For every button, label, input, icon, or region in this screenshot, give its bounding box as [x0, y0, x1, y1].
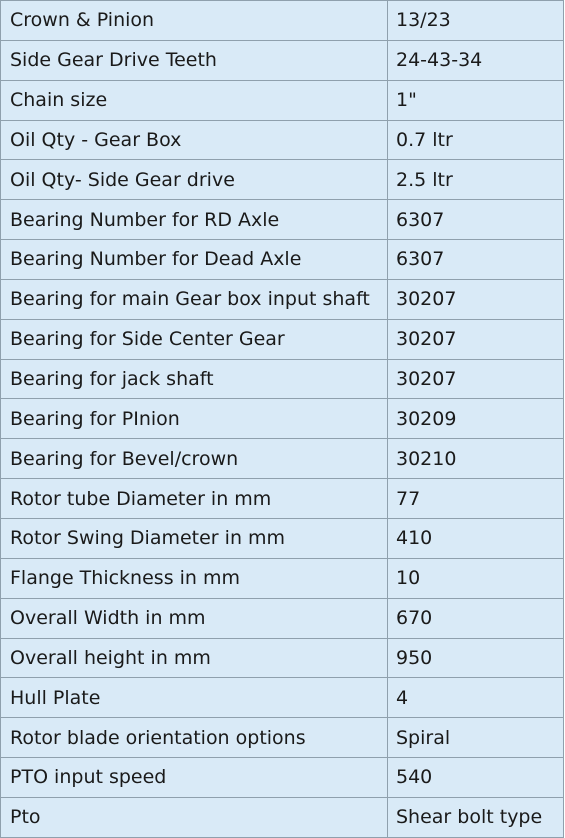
table-row	[1, 120, 564, 160]
table-row	[1, 598, 564, 638]
spec-value-cell: 24-43-34	[388, 40, 564, 80]
spec-label-cell: Rotor blade orientation options	[1, 718, 388, 758]
spec-value-cell: 13/23	[388, 1, 564, 41]
spec-label-cell: Hull Plate	[1, 678, 388, 718]
spec-label-cell: Bearing for jack shaft	[1, 359, 388, 399]
spec-table-body	[1, 1, 564, 838]
spec-value-cell: 6307	[388, 200, 564, 240]
spec-label-cell: Overall Width in mm	[1, 598, 388, 638]
spec-label-cell: Rotor Swing Diameter in mm	[1, 518, 388, 558]
spec-value-cell: 10	[388, 558, 564, 598]
spec-value-cell: 30207	[388, 319, 564, 359]
table-row	[1, 160, 564, 200]
spec-value-cell: 30210	[388, 439, 564, 479]
table-row	[1, 558, 564, 598]
spec-value-cell: Spiral	[388, 718, 564, 758]
spec-label-cell: Flange Thickness in mm	[1, 558, 388, 598]
spec-value-cell: 30207	[388, 359, 564, 399]
spec-label-cell: Rotor tube Diameter in mm	[1, 479, 388, 519]
spec-label-cell: Overall height in mm	[1, 638, 388, 678]
table-row	[1, 797, 564, 837]
spec-value-cell: 1"	[388, 80, 564, 120]
table-row	[1, 200, 564, 240]
table-row	[1, 479, 564, 519]
table-row	[1, 319, 564, 359]
table-row	[1, 758, 564, 798]
table-row	[1, 1, 564, 41]
spec-label-cell: Bearing Number for RD Axle	[1, 200, 388, 240]
table-row	[1, 718, 564, 758]
spec-value-cell: 410	[388, 518, 564, 558]
table-row	[1, 518, 564, 558]
table-row	[1, 638, 564, 678]
spec-label-cell: Crown & Pinion	[1, 1, 388, 41]
spec-label-cell: Chain size	[1, 80, 388, 120]
spec-value-cell: 30209	[388, 399, 564, 439]
table-row	[1, 359, 564, 399]
table-row	[1, 240, 564, 280]
spec-value-cell: 2.5 ltr	[388, 160, 564, 200]
spec-label-cell: Bearing for PInion	[1, 399, 388, 439]
spec-label-cell: Bearing Number for Dead Axle	[1, 240, 388, 280]
spec-label-cell: Bearing for main Gear box input shaft	[1, 279, 388, 319]
spec-value-cell: 6307	[388, 240, 564, 280]
spec-value-cell: 540	[388, 758, 564, 798]
spec-value-cell: 4	[388, 678, 564, 718]
spec-label-cell: Pto	[1, 797, 388, 837]
table-row	[1, 678, 564, 718]
spec-label-cell: Side Gear Drive Teeth	[1, 40, 388, 80]
spec-label-cell: Bearing for Bevel/crown	[1, 439, 388, 479]
table-row	[1, 399, 564, 439]
spec-value-cell: 0.7 ltr	[388, 120, 564, 160]
spec-label-cell: Bearing for Side Center Gear	[1, 319, 388, 359]
spec-label-cell: PTO input speed	[1, 758, 388, 798]
table-row	[1, 279, 564, 319]
spec-value-cell: 950	[388, 638, 564, 678]
spec-value-cell: Shear bolt type	[388, 797, 564, 837]
table-row	[1, 40, 564, 80]
spec-label-cell: Oil Qty- Side Gear drive	[1, 160, 388, 200]
spec-value-cell: 77	[388, 479, 564, 519]
spec-label-cell: Oil Qty - Gear Box	[1, 120, 388, 160]
table-row	[1, 80, 564, 120]
spec-value-cell: 30207	[388, 279, 564, 319]
spec-value-cell: 670	[388, 598, 564, 638]
table-row	[1, 439, 564, 479]
